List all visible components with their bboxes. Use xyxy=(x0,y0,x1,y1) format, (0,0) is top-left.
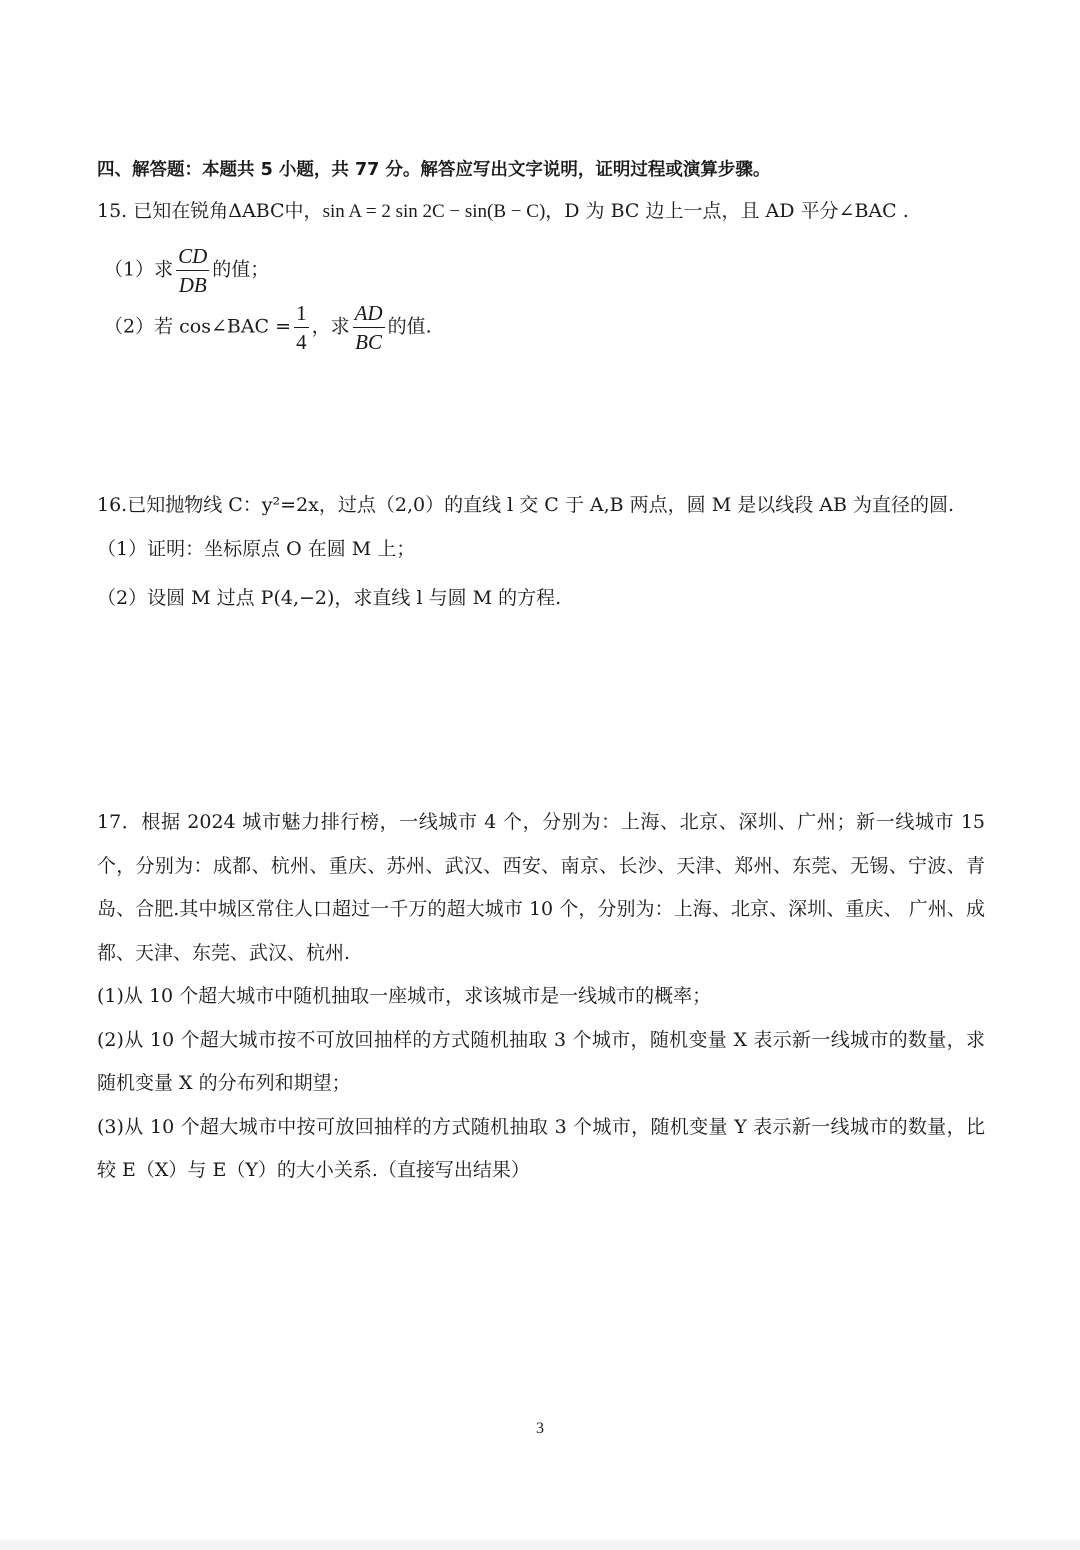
q15-equation: sin A = 2 sin 2C − sin(B − C) xyxy=(322,201,546,222)
q15-p2-prefix: （2）若 cos∠BAC = xyxy=(104,315,292,338)
q17-part1: (1)从 10 个超大城市中随机抽取一座城市，求该城市是一线城市的概率； xyxy=(97,985,712,1007)
q15-p2-cos-fraction xyxy=(294,300,309,355)
q15-p2-cos-numerator: 1 xyxy=(294,300,309,328)
q16-part1: （1）证明：坐标原点 O 在圆 M 上； xyxy=(97,538,416,560)
page-number: 3 xyxy=(536,1420,544,1437)
q17-block xyxy=(97,801,985,1193)
q15-stem-mid: ，D 为 BC 边上一点，且 AD 平分∠BAC . xyxy=(545,200,909,222)
q15-p2-fraction xyxy=(353,300,385,355)
q15-p2-suffix: 的值. xyxy=(387,315,432,338)
q17-part2: (2)从 10 个超大城市按不可放回抽样的方式随机抽取 3 个城市，随机变量 X 表示新一线城市的数量，求随机变量 X 的分布列和期望； xyxy=(97,1028,985,1094)
q15-p1-prefix: （1）求 xyxy=(104,258,174,281)
q17-stem: 17．根据 2024 城市魅力排行榜，一线城市 4 个，分别为：上海、北京、深圳、广州；新一线城市 15 个，分别为：成都、杭州、重庆、苏州、武汉、西安、南京、长沙、天津、郑州、东莞、无锡、宁波、青岛、合肥.其中城区常住人口超过一千万的超大城市 10 个，分别为：上海、北京、深圳、重庆、 广州、成都、天津、东莞、武汉、杭州. xyxy=(97,811,985,964)
q16-part2: （2）设圆 M 过点 P(4,−2)，求直线 l 与圆 M 的方程. xyxy=(97,587,562,609)
q15-p1-fraction xyxy=(176,243,209,298)
q15-part2 xyxy=(97,300,983,355)
section-heading: 四、解答题：本题共 5 小题，共 77 分。解答应写出文字说明，证明过程或演算步骤。 xyxy=(97,160,771,180)
q16-stem: 16.已知抛物线 C：y²=2x，过点（2,0）的直线 l 交 C 于 A,B 两点，圆 M 是以线段 AB 为直径的圆. xyxy=(97,494,954,516)
q15-stem xyxy=(97,199,983,224)
q15-stem-prefix: 15. 已知在锐角ΔABC中， xyxy=(97,200,323,222)
q17-part3: (3)从 10 个超大城市中按可放回抽样的方式随机抽取 3 个城市，随机变量 Y 表示新一线城市的数量，比较 E（X）与 E（Y）的大小关系.（直接写出结果） xyxy=(97,1115,985,1181)
q15-part1 xyxy=(97,243,983,298)
q15-p2-denominator: BC xyxy=(355,330,382,354)
q15-p1-suffix: 的值； xyxy=(212,258,270,281)
page-bottom-edge xyxy=(0,1540,1080,1550)
q15-p2-numerator: AD xyxy=(353,300,385,328)
q15-p1-numerator: CD xyxy=(176,243,209,271)
q15-p2-mid: ，求 xyxy=(311,315,350,338)
q15-p1-denominator: DB xyxy=(178,273,207,297)
q15-p2-cos-denominator: 4 xyxy=(296,330,307,354)
